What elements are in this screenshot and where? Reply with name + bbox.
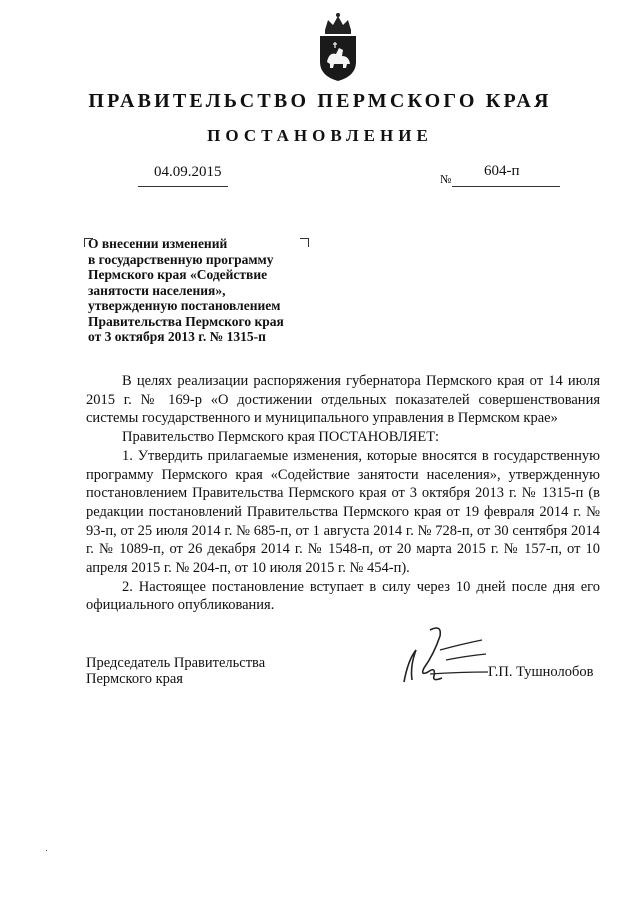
scan-speck bbox=[46, 850, 47, 851]
number-label: № bbox=[440, 172, 452, 186]
document-type: ПОСТАНОВЛЕНИЕ bbox=[207, 126, 433, 145]
clause-1-paragraph: 1. Утвердить прилагаемые изменения, которые вносятся в государственную программу Пермского края «Содействие занятости населения», утвержденную постановлением Правительства Пермского края от 3 октября 2013 г. № 1315-п (в редакции постановлений Правительства Пермского края от 19 февраля 2014 г. № 93-п, от 25 июля 2014 г. № 685-п, от 1 августа 2014 г. № 728-п, от 30 сентября 2014 г. № 1089-п, от 26 декабря 2014 г. № 1548-п, от 20 марта 2015 г. № 157-п, от 10 апреля 2015 г. № 204-п, от 10 июля 2015 г. № 454-п). bbox=[86, 447, 600, 577]
subject-line: в государственную программу bbox=[88, 251, 274, 267]
subject-line: от 3 октября 2013 г. № 1315-п bbox=[88, 329, 266, 344]
signatory-title bbox=[86, 656, 265, 687]
number-underline bbox=[452, 186, 560, 187]
signatory-title-line: Председатель Правительства bbox=[86, 655, 266, 671]
document-date: 04.09.2015 bbox=[154, 164, 222, 180]
document-number: 604-п bbox=[484, 163, 520, 179]
subject-line: занятости населения», bbox=[88, 282, 226, 298]
document-body bbox=[86, 372, 600, 615]
government-title: ПРАВИТЕЛЬСТВО ПЕРМСКОГО КРАЯ bbox=[88, 90, 552, 112]
subject-line: О внесении изменений bbox=[88, 236, 228, 251]
subject-line: утвержденную постановлением bbox=[88, 298, 281, 313]
handwritten-signature-icon bbox=[390, 620, 490, 690]
date-underline bbox=[138, 186, 228, 187]
signatory-name: Г.П. Тушнолобов bbox=[488, 664, 594, 680]
subject-line: Пермского края «Содействие bbox=[88, 267, 268, 282]
preamble-paragraph: В целях реализации распоряжения губернатора Пермского края от 14 июля 2015 г. № 169-р «О достижении отдельных показателей совершенствования системы государственного и муниципального управления в Пермском крае» bbox=[86, 373, 600, 427]
coat-of-arms-icon bbox=[317, 12, 359, 82]
signatory-title-line: Пермского края bbox=[86, 670, 183, 687]
subject-line: Правительства Пермского края bbox=[88, 313, 284, 329]
resolution-paragraph: Правительство Пермского края ПОСТАНОВЛЯЕТ: bbox=[122, 429, 440, 446]
document-subject bbox=[88, 236, 328, 345]
clause-2-paragraph: 2. Настоящее постановление вступает в силу через 10 дней после дня его официального опубликования. bbox=[86, 578, 600, 614]
